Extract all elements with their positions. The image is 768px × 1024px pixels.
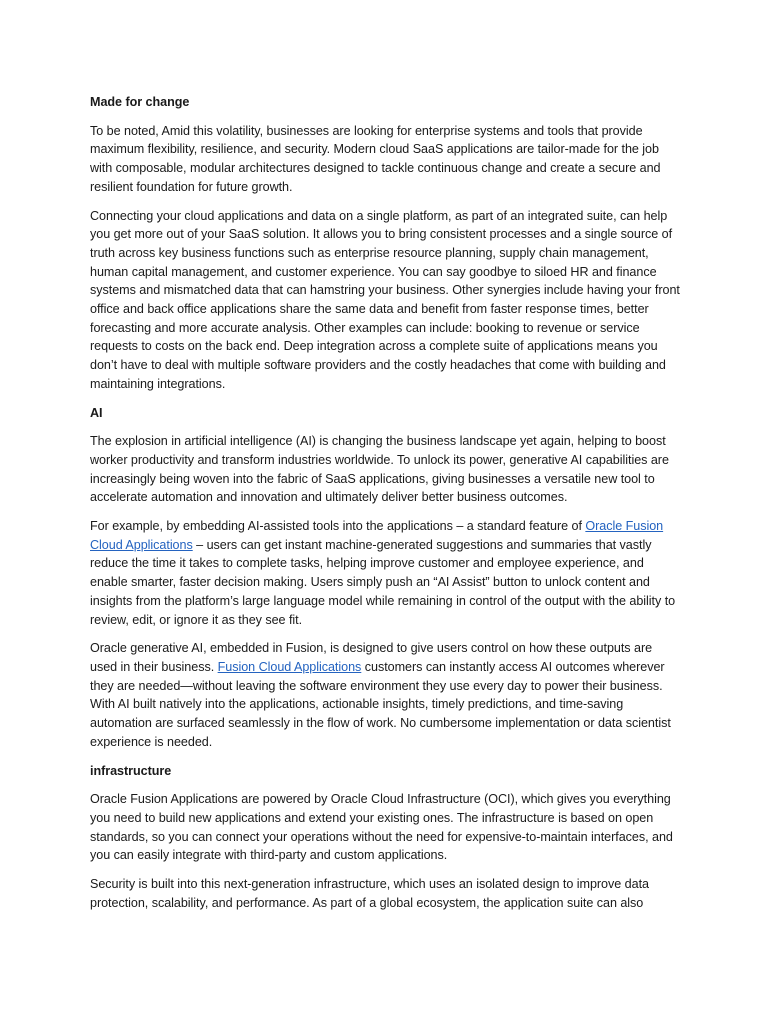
paragraph-text: Oracle generative AI, embedded in Fusion, is designed to give users control on how these outputs are used in their business.: [90, 641, 653, 674]
paragraph-volatility: To be noted, Amid this volatility, businesses are looking for enterprise systems and tools that provide maximum flexibility, resilience, and security. Modern cloud SaaS applications are tailor-made for the job with composable, modular architectures designed to tackle continuous change and create a secure and resilient foundation for future growth.: [90, 123, 661, 194]
fusion-cloud-applications-link[interactable]: Fusion Cloud Applications: [217, 659, 362, 674]
paragraph-text: customers can instantly access AI outcomes wherever they are needed—without leaving the software environment they use every day to power their business. With AI built natively into the applications, actionable insights, timely predictions, and time-saving automation are surfaced seamlessly in the flow of work. No cumbersome implementation or data scientist experience is needed.: [90, 659, 671, 749]
section-heading-made-for-change: Made for change: [90, 95, 190, 109]
paragraph-oci: Oracle Fusion Applications are powered by Oracle Cloud Infrastructure (OCI), which gives you everything you need to build new applications and extend your existing ones. The infrastructure is based on open standards, so you can connect your operations without the need for expensive-to-maintain interfaces, and you can easily integrate with third-party and custom applications.: [90, 792, 673, 863]
paragraph-ai-assisted-tools: [90, 517, 680, 629]
section-heading-infrastructure: infrastructure: [90, 763, 172, 778]
oracle-fusion-cloud-applications-link[interactable]: Oracle Fusion Cloud Applications: [90, 519, 664, 552]
paragraph-text: – users can get instant machine-generated suggestions and summaries that vastly reduce the time it takes to complete tasks, helping improve customer and employee experience, and enable smarter, faster decision making. Users simply push an “AI Assist” button to unlock content and insights from the platform’s large language model while remaining in control of the output with the ability to review, edit, or ignore it as they see fit.: [90, 537, 676, 627]
paragraph-text: For example, by embedding AI-assisted tools into the applications – a standard feature of: [90, 519, 586, 534]
paragraph-ai-explosion: The explosion in artificial intelligence (AI) is changing the business landscape yet again, helping to boost worker productivity and transform industries worldwide. To unlock its power, generative AI capabilities are increasingly being woven into the fabric of SaaS applications, giving businesses a versatile new tool to accelerate automation and innovation and ultimately deliver better business outcomes.: [90, 434, 669, 505]
paragraph-oracle-generative-ai: [90, 639, 680, 751]
section-heading-ai: AI: [90, 405, 103, 420]
paragraph-integrated-suite: Connecting your cloud applications and data on a single platform, as part of an integrated suite, can help you get more out of your SaaS solution. It allows you to bring consistent processes and a single source of truth across key business functions such as enterprise resource planning, supply chain management, human capital management, and customer experience. You can say goodbye to siloed HR and finance systems and mismatched data that can hamstring your business. Other synergies include having your front office and back office applications share the same data and benefit from faster response times, better forecasting and more accurate analysis. Other examples can include: booking to revenue or service requests to costs on the back end. Deep integration across a complete suite of applications means you don’t have to deal with multiple software providers and the costly headaches that come with building and maintaining integrations.: [90, 208, 680, 391]
document-body: [90, 93, 680, 922]
paragraph-security: Security is built into this next-generation infrastructure, which uses an isolated design to improve data protection, scalability, and performance. As part of a global ecosystem, the application suite can also: [90, 877, 649, 910]
